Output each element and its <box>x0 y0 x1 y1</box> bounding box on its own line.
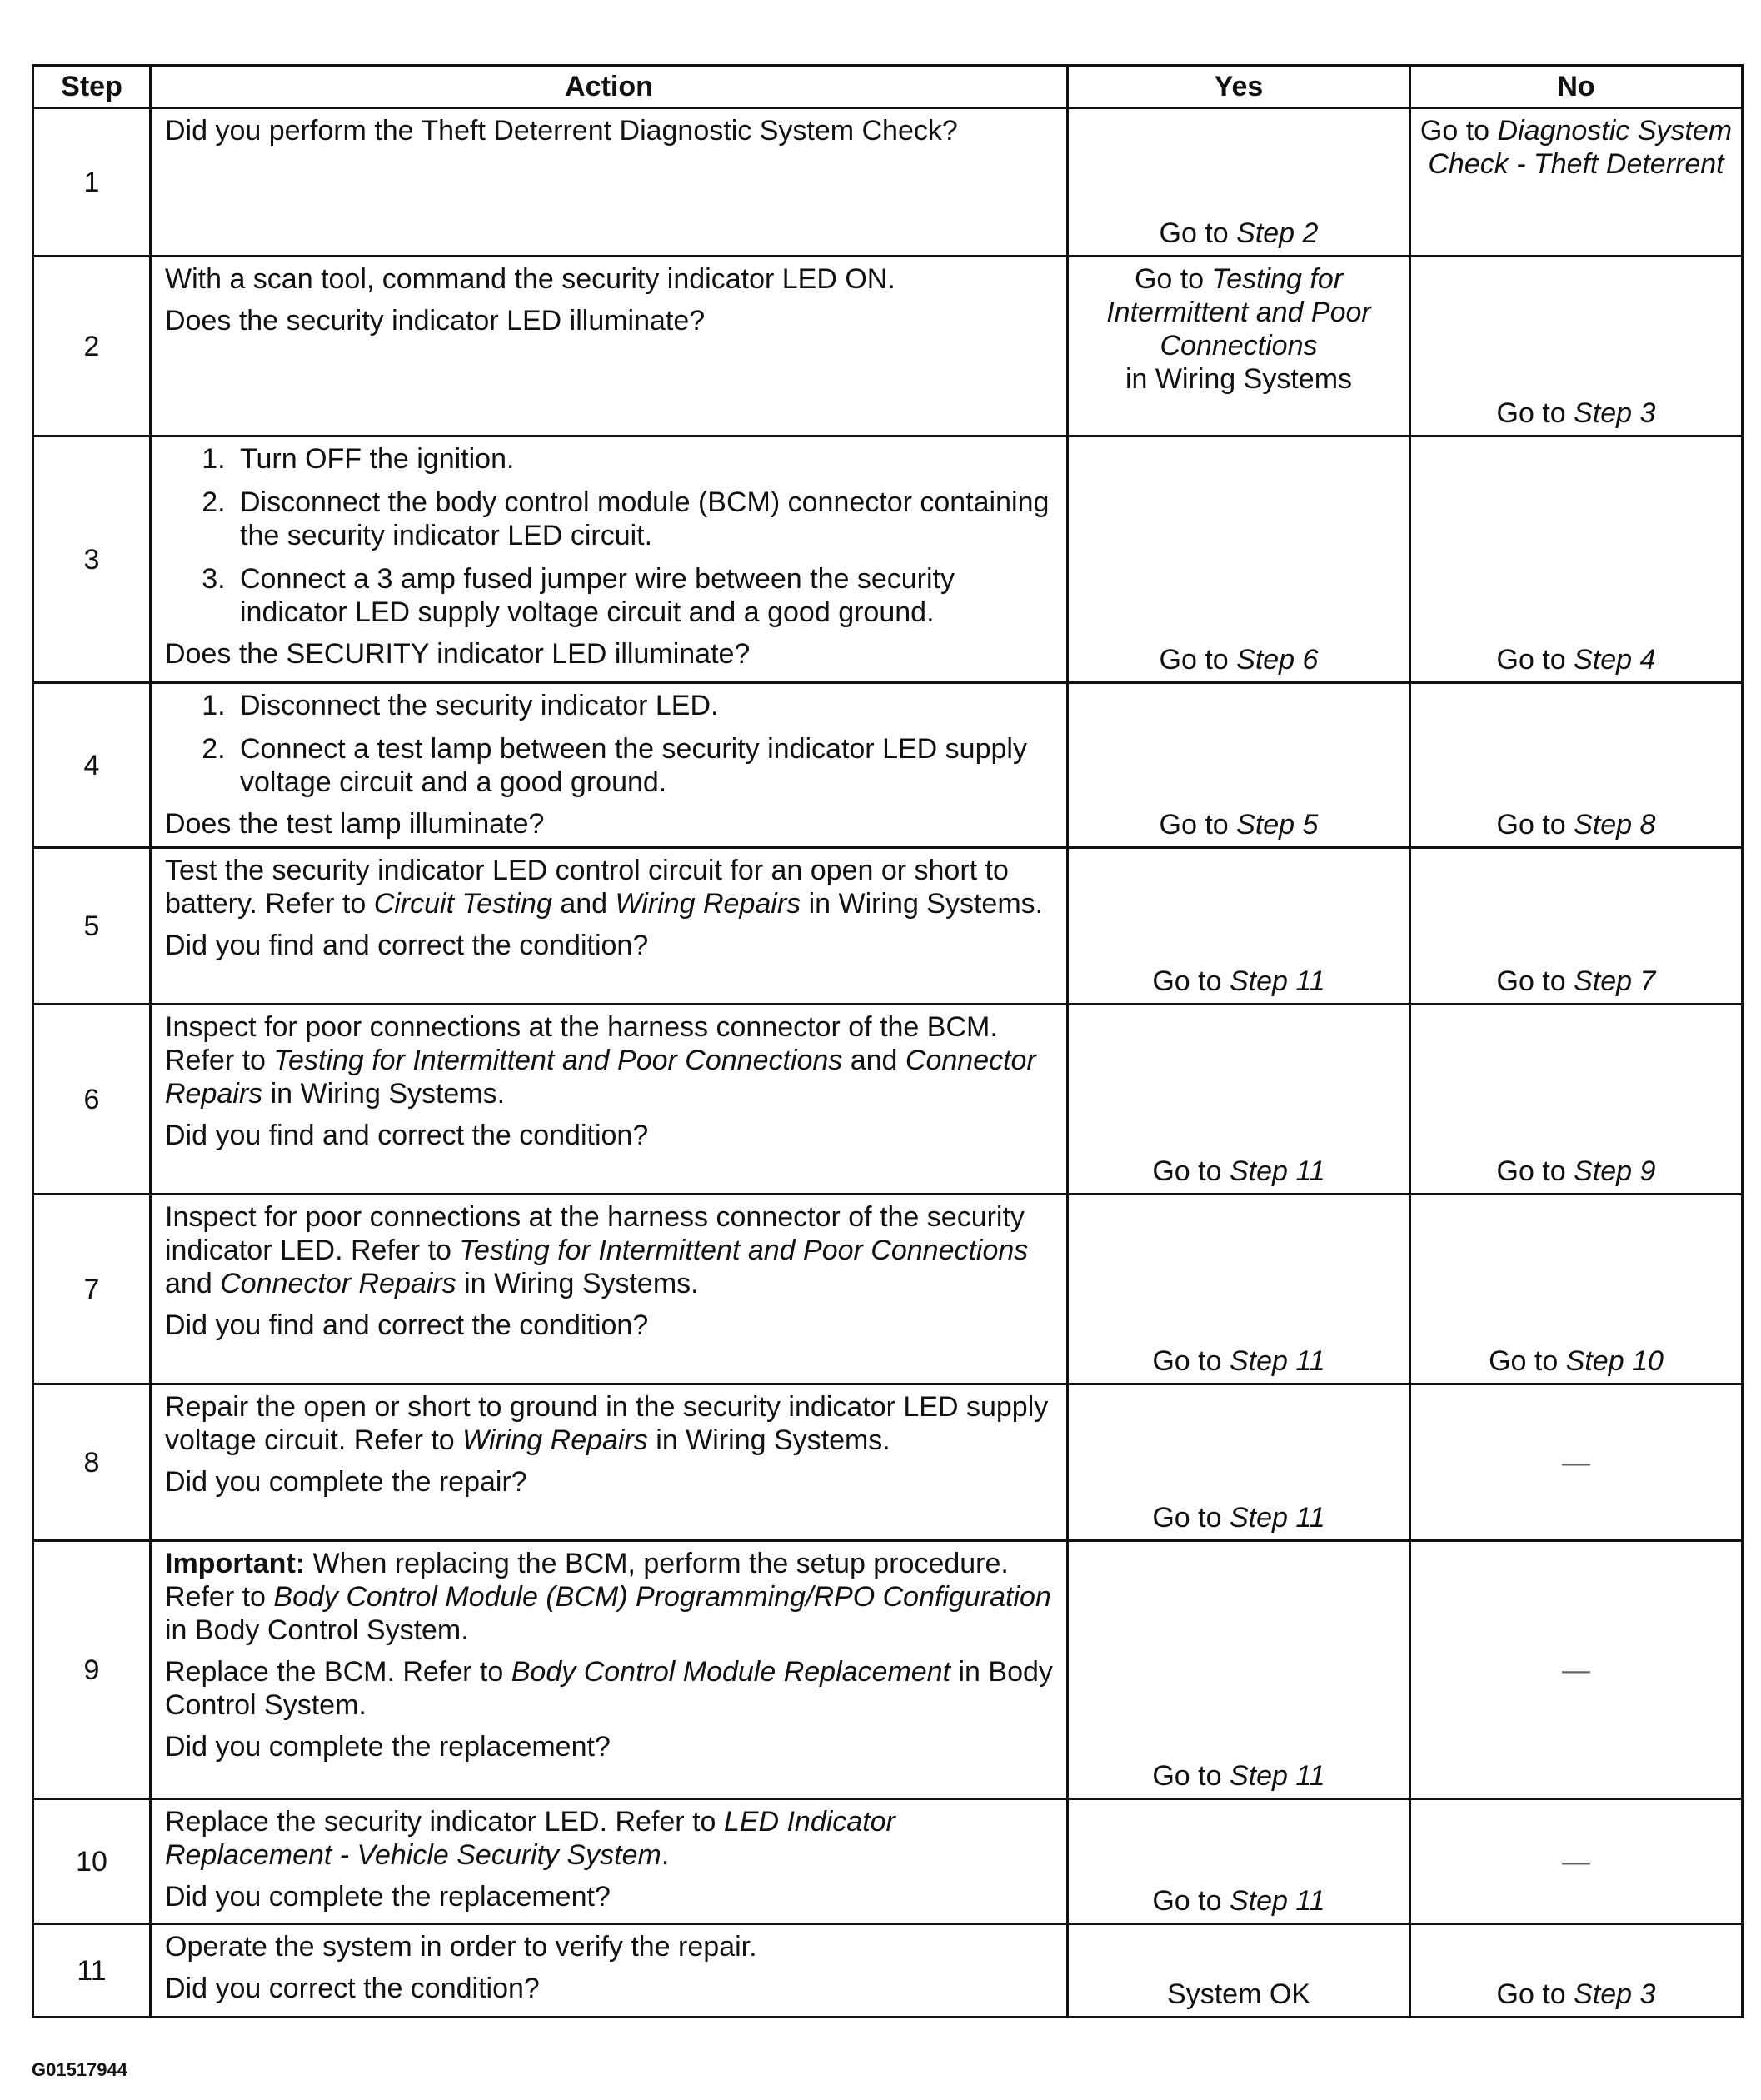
action-cell <box>151 1195 1068 1384</box>
yes-cell <box>1068 1384 1410 1541</box>
action-question: Did you complete the replacement? <box>165 1881 611 1913</box>
no-link: Step 7 <box>1574 965 1656 997</box>
yes-cell <box>1068 848 1410 1005</box>
action-text-part: Replace the security indicator LED. Refer to <box>165 1806 724 1838</box>
no-dash: — <box>1562 1845 1590 1878</box>
action-text <box>165 854 1055 920</box>
step-number: 5 <box>33 848 151 1005</box>
yes-cell <box>1068 1541 1410 1799</box>
action-text: With a scan tool, command the security indicator LED ON. <box>165 263 895 295</box>
table-row <box>33 1384 1743 1541</box>
no-link: Step 9 <box>1574 1155 1656 1187</box>
table-row <box>33 683 1743 848</box>
step-number: 8 <box>33 1384 151 1541</box>
action-text-part: Repair the open or short to ground in the security indicator LED supply voltage circuit. Refer to <box>165 1391 1049 1456</box>
action-reference: Circuit Testing <box>373 888 552 920</box>
yes-link: Testing for Intermittent and Poor Connections <box>1106 263 1371 362</box>
yes-link: Step 6 <box>1236 644 1319 676</box>
action-reference: Testing for Intermittent and Poor Connections <box>459 1235 1029 1266</box>
action-reference: Body Control Module Replacement <box>511 1656 951 1688</box>
action-reference: Connector Repairs <box>220 1268 456 1299</box>
yes-prefix: Go to <box>1159 217 1237 249</box>
yes-link: Step 5 <box>1236 809 1319 840</box>
step-number: 7 <box>33 1195 151 1384</box>
action-reference: Testing for Intermittent and Poor Connections <box>273 1045 843 1076</box>
yes-prefix: Go to <box>1152 1155 1230 1187</box>
action-list-item: 1. Turn OFF the ignition. <box>233 442 1055 476</box>
action-reference: Body Control Module (BCM) Programming/RPO Configuration <box>273 1581 1051 1613</box>
yes-link: Step 11 <box>1229 1155 1325 1187</box>
step-number: 1 <box>33 108 151 257</box>
important-label: Important: <box>165 1548 306 1579</box>
table-row <box>33 1005 1743 1195</box>
no-cell <box>1410 257 1743 436</box>
yes-link: Step 11 <box>1229 1345 1325 1377</box>
header-no: No <box>1410 66 1743 108</box>
action-question: Did you find and correct the condition? <box>165 930 649 961</box>
diagnostic-table <box>32 64 1744 2018</box>
action-text: Operate the system in order to verify the repair. <box>165 1931 757 1963</box>
action-question: Did you perform the Theft Deterrent Diagnostic System Check? <box>165 115 958 147</box>
no-link: Step 3 <box>1574 397 1656 429</box>
yes-cell <box>1068 436 1410 683</box>
table-row <box>33 1924 1743 2018</box>
no-cell <box>1410 108 1743 257</box>
action-cell <box>151 1384 1068 1541</box>
action-list-item: 1. Disconnect the security indicator LED. <box>233 689 1055 722</box>
action-reference: Wiring Repairs <box>615 888 801 920</box>
action-cell <box>151 683 1068 848</box>
yes-cell <box>1068 1799 1410 1924</box>
action-text-part: Replace the BCM. Refer to <box>165 1656 511 1688</box>
step-number: 2 <box>33 257 151 436</box>
action-text-part: and <box>551 888 616 920</box>
action-reference: Wiring Repairs <box>462 1424 648 1456</box>
action-cell <box>151 1799 1068 1924</box>
no-link: Step 4 <box>1574 644 1656 676</box>
no-cell <box>1410 1195 1743 1384</box>
action-question: Does the security indicator LED illuminate? <box>165 305 706 337</box>
no-cell <box>1410 848 1743 1005</box>
yes-cell <box>1068 108 1410 257</box>
no-cell <box>1410 1541 1743 1799</box>
action-text <box>165 1200 1055 1300</box>
step-number: 3 <box>33 436 151 683</box>
no-prefix: Go to <box>1496 644 1574 676</box>
action-text-part: When replacing the BCM, perform the setup procedure. Refer to <box>165 1548 1009 1613</box>
action-cell <box>151 108 1068 257</box>
yes-link: Step 11 <box>1229 1760 1325 1792</box>
no-dash: — <box>1562 1446 1590 1479</box>
yes-prefix: Go to <box>1152 965 1230 997</box>
yes-link: Step 11 <box>1229 965 1325 997</box>
yes-link: Step 2 <box>1236 217 1319 249</box>
action-text <box>165 1547 1055 1647</box>
action-cell <box>151 1541 1068 1799</box>
action-text-part: in Wiring Systems. <box>456 1268 699 1299</box>
step-number: 6 <box>33 1005 151 1195</box>
action-text-part: Inspect for poor connections at the harness connector of the security indicator LED. Refer to <box>165 1201 1025 1266</box>
step-number: 9 <box>33 1541 151 1799</box>
yes-prefix: Go to <box>1152 1885 1230 1917</box>
action-list-item: 2. Disconnect the body control module (BCM) connector containing the security indicator LED circuit. <box>233 486 1055 552</box>
action-cell <box>151 436 1068 683</box>
yes-result: System OK <box>1167 1978 1310 2010</box>
yes-cell <box>1068 257 1410 436</box>
no-cell <box>1410 683 1743 848</box>
table-row <box>33 1195 1743 1384</box>
no-link: Diagnostic System Check - Theft Deterrent <box>1428 115 1733 180</box>
yes-suffix: in Wiring Systems <box>1125 363 1353 395</box>
action-cell <box>151 1924 1068 2018</box>
action-list <box>165 442 1055 629</box>
no-cell <box>1410 1005 1743 1195</box>
yes-cell <box>1068 1195 1410 1384</box>
yes-cell <box>1068 683 1410 848</box>
action-question: Did you complete the repair? <box>165 1466 527 1498</box>
table-row <box>33 1799 1743 1924</box>
action-cell <box>151 257 1068 436</box>
action-text-part: in Body Control System. <box>165 1614 469 1646</box>
no-dash: — <box>1562 1654 1590 1686</box>
action-list-item: 2. Connect a test lamp between the security indicator LED supply voltage circuit and a good ground. <box>233 732 1055 799</box>
action-text-part: Inspect for poor connections at the harness connector of the BCM. Refer to <box>165 1011 998 1076</box>
action-question: Did you find and correct the condition? <box>165 1120 649 1151</box>
action-reference: Connector Repairs <box>165 1045 1036 1110</box>
no-link: Step 3 <box>1574 1978 1656 2010</box>
action-text <box>165 1805 1055 1872</box>
action-text-part: in Wiring Systems. <box>801 888 1044 920</box>
step-number: 4 <box>33 683 151 848</box>
action-list-item: 3. Connect a 3 amp fused jumper wire between the security indicator LED supply voltage circuit and a good ground. <box>233 562 1055 629</box>
yes-link: Step 11 <box>1229 1885 1325 1917</box>
action-question: Did you find and correct the condition? <box>165 1309 649 1341</box>
action-reference: LED Indicator Replacement - Vehicle Security System <box>165 1806 895 1871</box>
no-cell <box>1410 436 1743 683</box>
action-text-part: . <box>661 1839 670 1871</box>
table-row <box>33 848 1743 1005</box>
table-row <box>33 436 1743 683</box>
action-list <box>165 689 1055 799</box>
table-row <box>33 108 1743 257</box>
no-prefix: Go to <box>1496 397 1574 429</box>
action-question: Does the SECURITY indicator LED illuminate? <box>165 638 751 670</box>
no-prefix: Go to <box>1489 1345 1566 1377</box>
action-text-part: Test the security indicator LED control circuit for an open or short to battery. Refer to <box>165 855 1009 920</box>
header-step: Step <box>33 66 151 108</box>
no-link: Step 8 <box>1574 809 1656 840</box>
action-cell <box>151 1005 1068 1195</box>
yes-link: Step 11 <box>1229 1502 1325 1534</box>
no-prefix: Go to <box>1419 115 1498 147</box>
yes-cell <box>1068 1005 1410 1195</box>
no-prefix: Go to <box>1496 1978 1574 2010</box>
yes-prefix: Go to <box>1152 1760 1230 1792</box>
no-link: Step 10 <box>1565 1345 1664 1377</box>
action-text-part: and <box>165 1268 221 1299</box>
action-question: Did you complete the replacement? <box>165 1731 611 1763</box>
no-cell <box>1410 1799 1743 1924</box>
header-yes: Yes <box>1068 66 1410 108</box>
yes-prefix: Go to <box>1134 263 1212 295</box>
table-row <box>33 257 1743 436</box>
action-text-part: and <box>842 1045 905 1076</box>
action-question: Does the test lamp illuminate? <box>165 808 545 840</box>
yes-prefix: Go to <box>1159 644 1237 676</box>
header-row <box>33 66 1743 108</box>
yes-prefix: Go to <box>1152 1345 1230 1377</box>
action-text <box>165 1390 1055 1457</box>
action-text-part: in Body Control System. <box>165 1656 1053 1721</box>
yes-cell <box>1068 1924 1410 2018</box>
action-question: Did you correct the condition? <box>165 1973 540 2004</box>
figure-id: G01517944 <box>32 2059 127 2080</box>
no-prefix: Go to <box>1496 809 1574 840</box>
step-number: 10 <box>33 1799 151 1924</box>
step-number: 11 <box>33 1924 151 2018</box>
table-row <box>33 1541 1743 1799</box>
no-cell <box>1410 1384 1743 1541</box>
no-prefix: Go to <box>1496 965 1574 997</box>
action-text <box>165 1655 1055 1722</box>
action-text <box>165 1010 1055 1110</box>
yes-prefix: Go to <box>1159 809 1237 840</box>
yes-prefix: Go to <box>1152 1502 1230 1534</box>
action-text-part: in Wiring Systems. <box>262 1078 506 1110</box>
action-text-part: in Wiring Systems. <box>647 1424 890 1456</box>
action-cell <box>151 848 1068 1005</box>
no-cell <box>1410 1924 1743 2018</box>
no-prefix: Go to <box>1496 1155 1574 1187</box>
header-action: Action <box>151 66 1068 108</box>
